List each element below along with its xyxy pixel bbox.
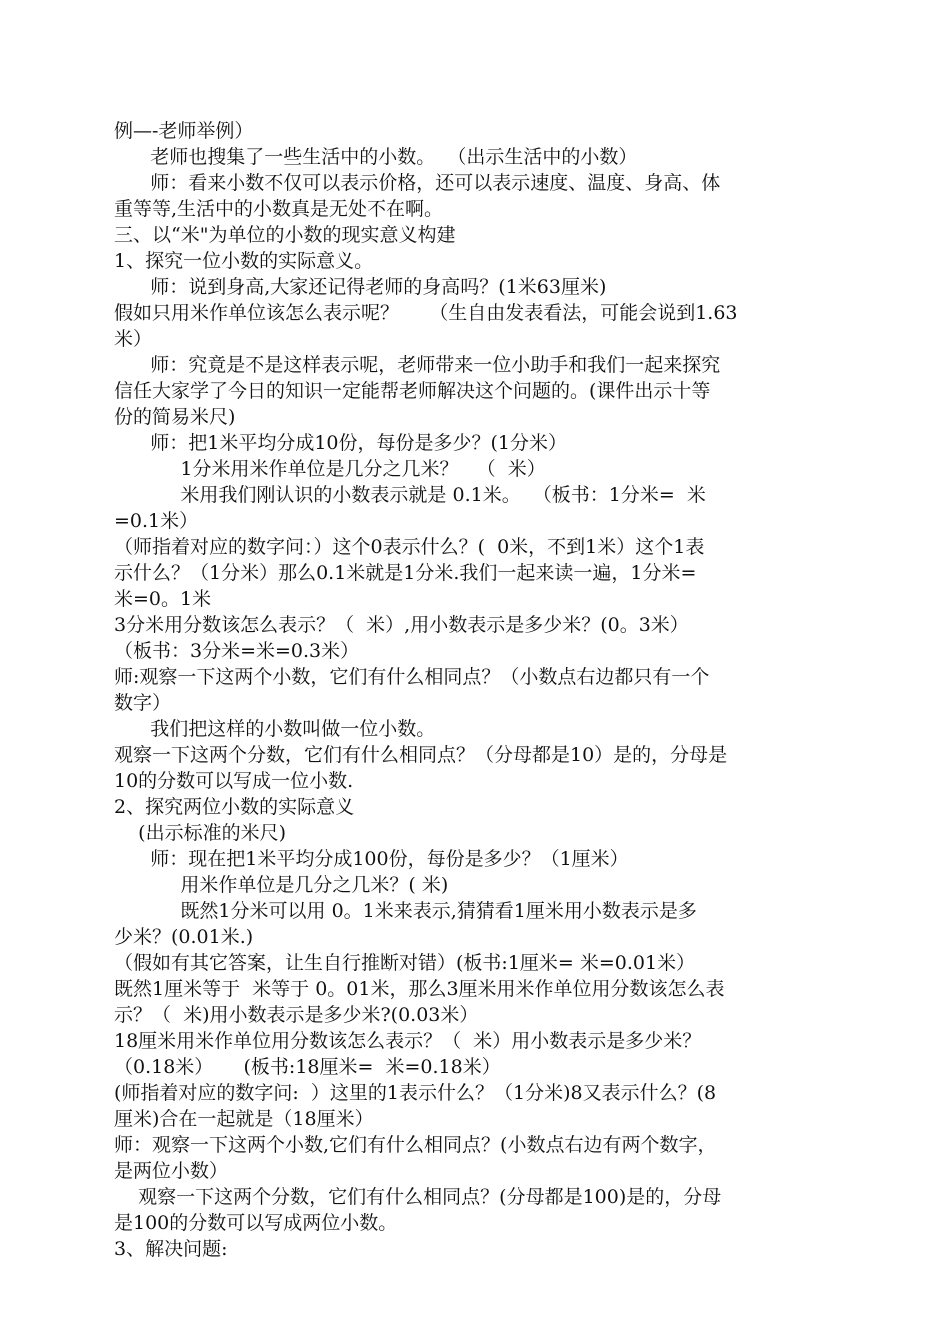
text-line: 2、探究两位小数的实际意义 [114,796,355,818]
text-line: 信任大家学了今日的知识一定能帮老师解决这个问题的。(课件出示十等 [114,380,711,402]
text-line: 我们把这样的小数叫做一位小数。 [114,718,436,740]
text-line: 师：说到身高,大家还记得老师的身高吗？(1米63厘米) [114,276,607,298]
text-line: 份的简易米尺) [114,406,236,428]
text-line: 18厘米用米作单位用分数该怎么表示？（ 米）用小数表示是多少米？ [114,1030,702,1052]
text-line: 用米作单位是几分之几米？( 米) [114,874,449,896]
text-line: 师：现在把1米平均分成100份，每份是多少？（1厘米） [114,848,629,870]
text-line: 是两位小数） [114,1160,229,1182]
text-line: （假如有其它答案，让生自行推断对错）(板书:1厘米= 米=0.01米） [114,952,696,974]
text-line: 观察一下这两个分数，它们有什么相同点？(分母都是100)是的，分母 [114,1186,722,1208]
text-line: （0.18米） (板书:18厘米= 米=0.18米） [114,1056,501,1078]
text-line: 3分米用分数该怎么表示？（ 米）,用小数表示是多少米？(0。3米） [114,614,689,636]
text-line: 1分米用米作单位是几分之几米？ （ 米） [114,458,546,480]
text-line: 师：看来小数不仅可以表示价格，还可以表示速度、温度、身高、体 [114,172,721,194]
text-line: 10的分数可以写成一位小数. [114,770,354,792]
text-line: (师指着对应的数字问: ）这里的1表示什么？（1分米)8又表示什么？(8 [114,1082,717,1104]
text-line: 师：究竟是不是这样表示呢，老师带来一位小助手和我们一起来探究 [114,354,721,376]
text-line: （师指着对应的数字问：）这个0表示什么？( 0米，不到1米）这个1表 [114,536,705,558]
text-line: (出示标准的米尺) [114,822,286,844]
text-line: （板书：3分米=米=0.3米） [114,640,360,662]
text-line: 米=0。1米 [114,588,212,610]
text-line: 既然1厘米等于 米等于 0。01米，那么3厘米用米作单位用分数该怎么表 [114,978,725,1000]
text-line: 观察一下这两个分数，它们有什么相同点？（分母都是10）是的，分母是 [114,744,728,766]
text-line: 师：观察一下这两个小数,它们有什么相同点？(小数点右边有两个数字， [114,1134,717,1156]
text-line: 例—-老师举例） [114,120,254,142]
text-line: 米用我们刚认识的小数表示就是 0.1米。 （板书：1分米= 米 [114,484,706,506]
text-line: 既然1分米可以用 0。1米来表示,猜猜看1厘米用小数表示是多 [114,900,697,922]
text-line: 三、以“米"为单位的小数的现实意义构建 [114,224,456,246]
document-page [114,118,838,1262]
text-line: =0.1米） [114,510,199,532]
text-line: 厘米)合在一起就是（18厘米） [114,1108,374,1130]
text-line: 少米？(0.01米.) [114,926,254,948]
text-line: 3、解决问题: [114,1238,228,1260]
text-line: 示什么？（1分米）那么0.1米就是1分米.我们一起来读一遍，1分米= [114,562,697,584]
text-line: 数字） [114,692,172,714]
text-line: 老师也搜集了一些生活中的小数。 （出示生活中的小数） [114,146,638,168]
text-line: 重等等,生活中的小数真是无处不在啊。 [114,198,444,220]
text-line: 示？（ 米)用小数表示是多少米?(0.03米） [114,1004,479,1026]
text-line: 米） [114,328,153,350]
text-line: 师:观察一下这两个小数，它们有什么相同点？（小数点右边都只有一个 [114,666,710,688]
text-line: 师：把1米平均分成10份，每份是多少？(1分米） [114,432,568,454]
text-line: 是100的分数可以写成两位小数。 [114,1212,398,1234]
text-line: 假如只用米作单位该怎么表示呢？ （生自由发表看法，可能会说到1.63 [114,302,738,324]
text-line: 1、探究一位小数的实际意义。 [114,250,374,272]
